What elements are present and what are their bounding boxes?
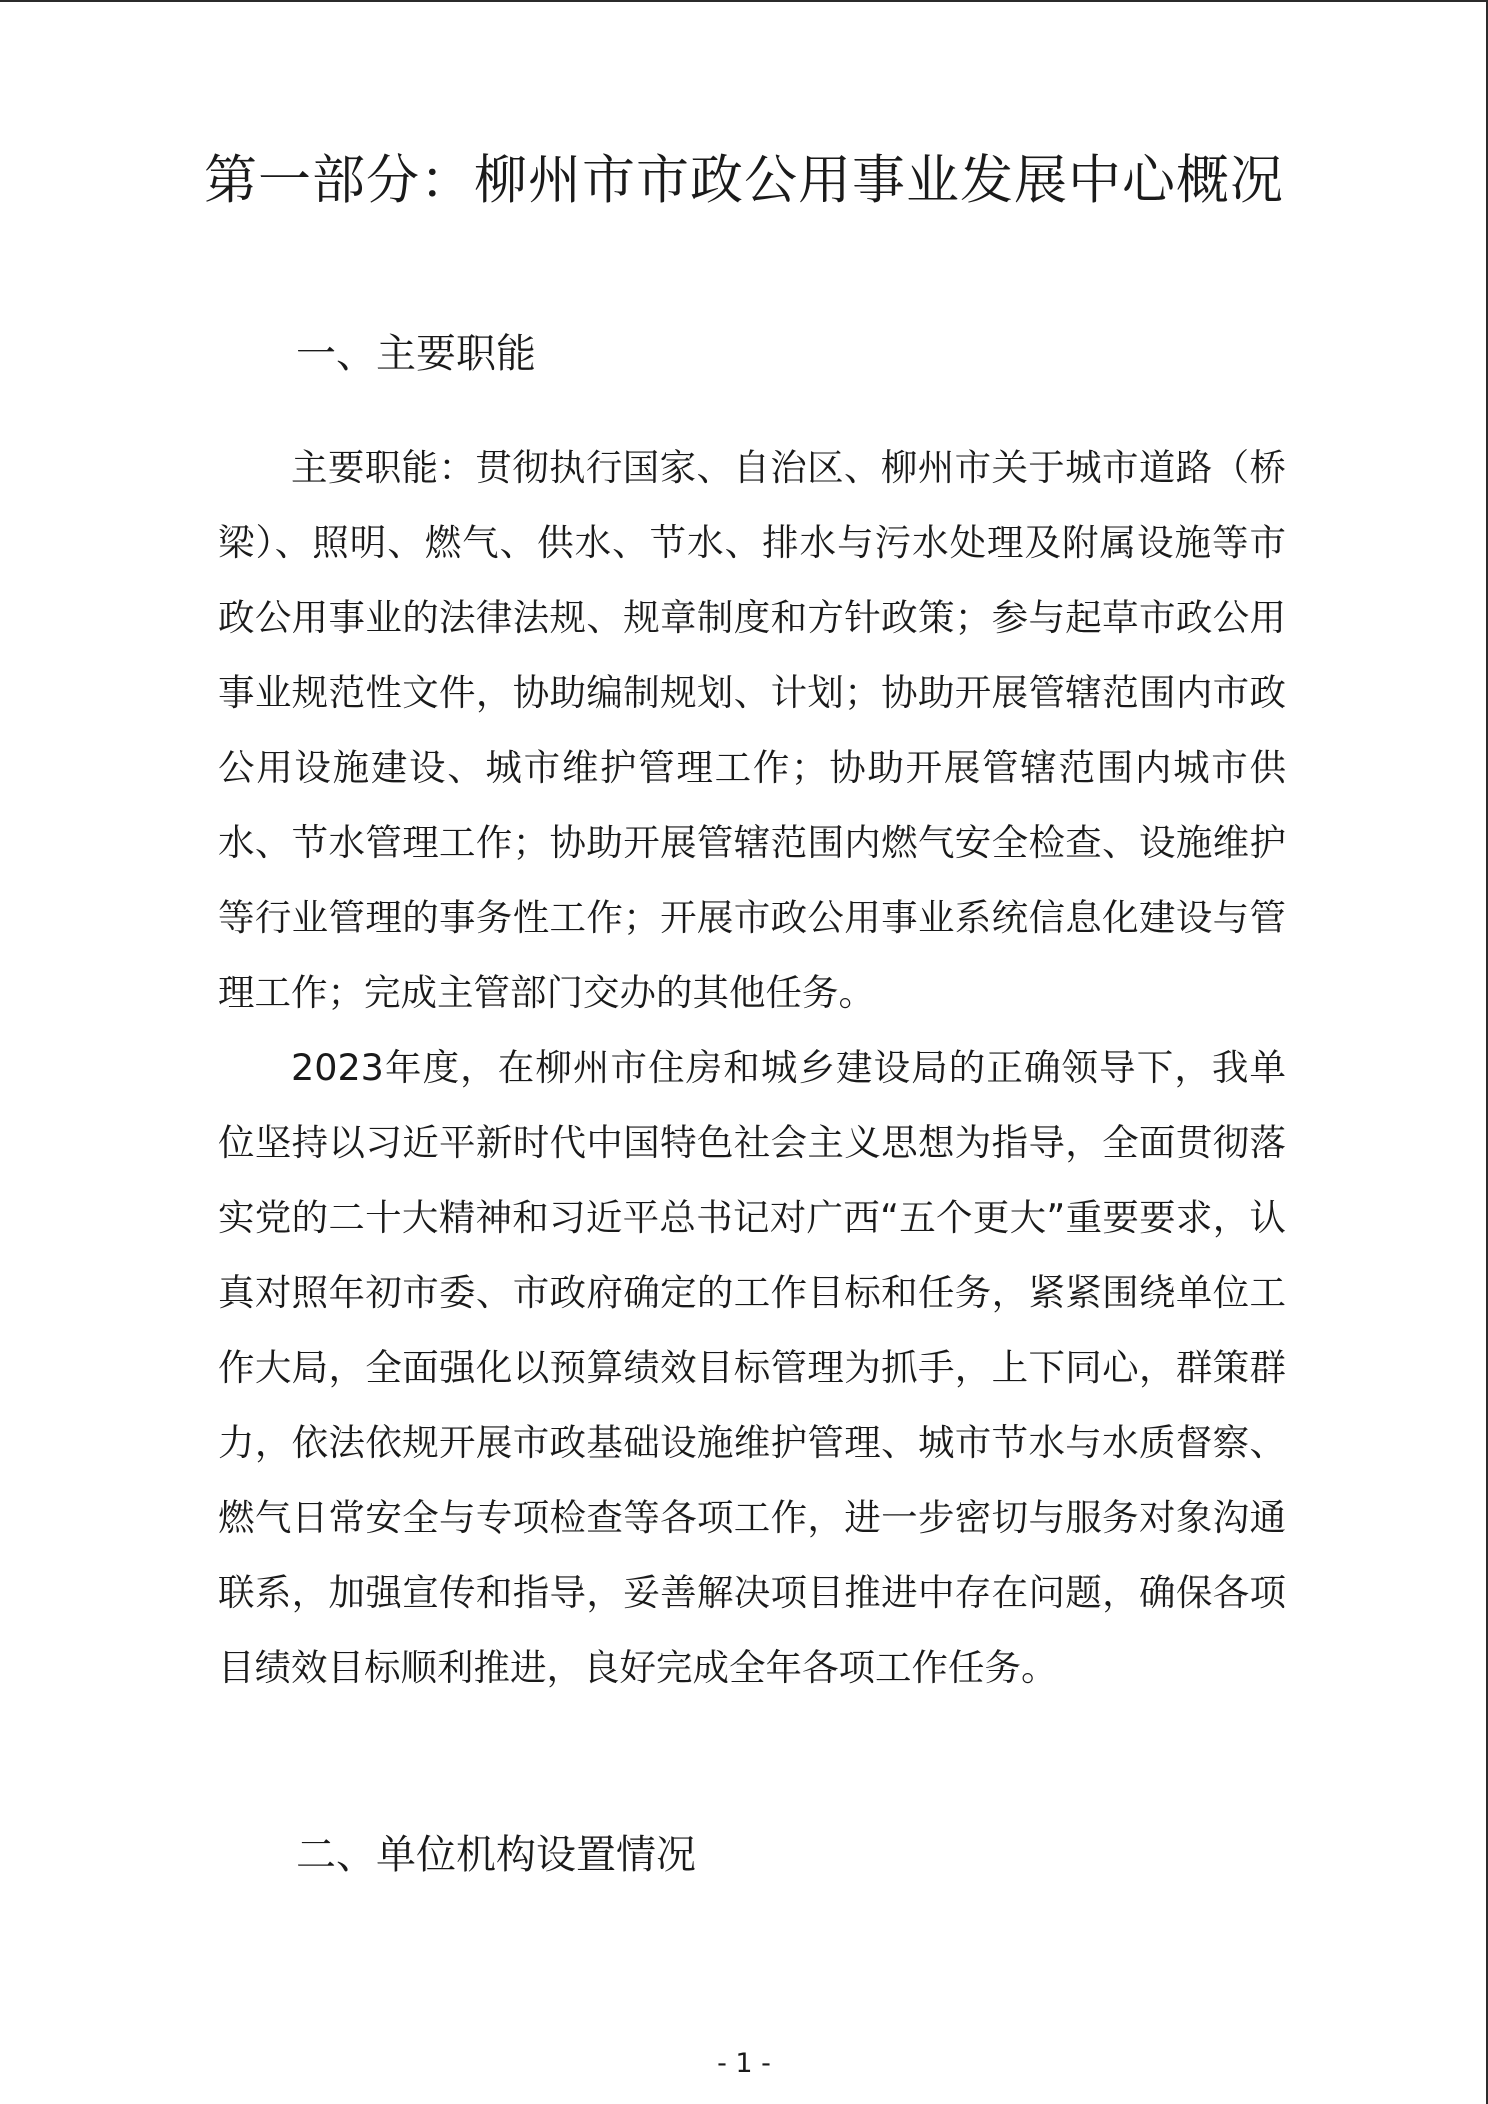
paragraph-main-functions: 主要职能：贯彻执行国家、自治区、柳州市关于城市道路（桥梁）、照明、燃气、供水、节水、排水与污水处理及附属设施等市政公用事业的法律法规、规章制度和方针政策；参与起草市政公用事业规范性文件，协助编制规划、计划；协助开展管辖范围内市政公用设施建设、城市维护管理工作；协助开展管辖范围内城市供水、节水管理工作；协助开展管辖范围内燃气安全检查、设施维护等行业管理的事务性工作；开展市政公用事业系统信息化建设与管理工作；完成主管部门交办的其他任务。 [218, 446, 1286, 1014]
page-number: - 1 - [717, 2048, 771, 2079]
section-heading-main-functions: 一、主要职能 [296, 331, 536, 377]
document-title: 第一部分：柳州市市政公用事业发展中心概况 [204, 150, 1284, 211]
paragraph-annual-summary: 2023年度，在柳州市住房和城乡建设局的正确领导下，我单位坚持以习近平新时代中国特色社会主义思想为指导，全面贯彻落实党的二十大精神和习近平总书记对广西“五个更大”重要要求，认真对照年初市委、市政府确定的工作目标和任务，紧紧围绕单位工作大局，全面强化以预算绩效目标管理为抓手，上下同心，群策群力，依法依规开展市政基础设施维护管理、城市节水与水质督察、燃气日常安全与专项检查等各项工作，进一步密切与服务对象沟通联系，加强宣传和指导，妥善解决项目推进中存在问题，确保各项目绩效目标顺利推进，良好完成全年各项工作任务。 [218, 1046, 1286, 1689]
section-heading-org-structure: 二、单位机构设置情况 [296, 1832, 696, 1878]
